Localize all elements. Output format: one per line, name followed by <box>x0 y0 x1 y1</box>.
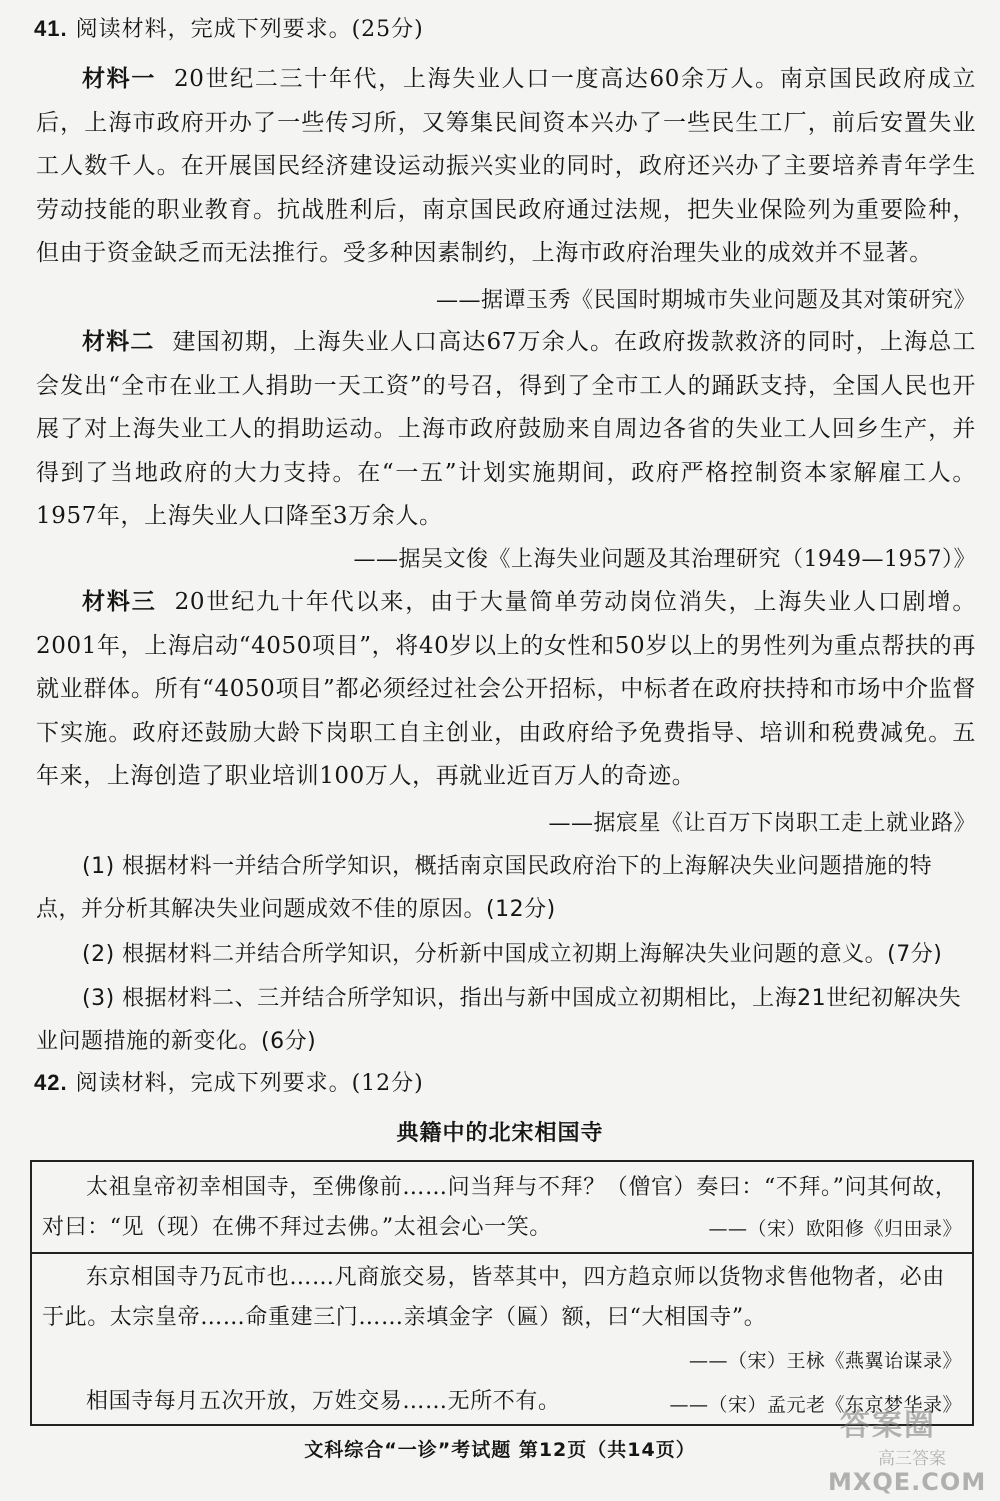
watermark-line-3: MXQE.COM <box>828 1468 987 1496</box>
material-2-label: 材料二 <box>82 328 155 355</box>
watermark-logo <box>822 1398 990 1498</box>
material-1-source: ——据谭玉秀《民国时期城市失业问题及其对策研究》 <box>435 288 976 313</box>
source-entry-3-citation: ——（宋）孟元老《东京梦华录》 <box>669 1394 962 1416</box>
material-1 <box>36 57 976 276</box>
question-42-prompt: 阅读材料，完成下列要求。(12分) <box>75 1071 424 1096</box>
source-entry-1-text: 太祖皇帝初幸相国寺，至佛像前……问当拜与不拜？（僧官）奏曰：“不拜。”问其何故，对曰：“见（现）在佛不拜过去佛。”太祖会心一笑。 <box>42 1175 958 1240</box>
source-table <box>30 1160 974 1426</box>
material-2-source: ——据吴文俊《上海失业问题及其治理研究（1949—1957）》 <box>353 547 976 572</box>
material-3-source: ——据宸星《让百万下岗职工走上就业路》 <box>548 811 976 836</box>
material-1-label: 材料一 <box>82 65 156 92</box>
question-41-title <box>34 12 424 43</box>
question-41-part-3: (3) 根据材料二、三并结合所学知识，指出与新中国成立初期相比，上海21世纪初解决失业问题措施的新变化。(6分) <box>36 986 962 1054</box>
question-41-number: 41. <box>34 16 68 41</box>
material-3-label: 材料三 <box>82 588 157 615</box>
source-entry-1-citation: ——（宋）欧阳修《归田录》 <box>708 1218 962 1240</box>
question-41-prompt: 阅读材料，完成下列要求。(25分) <box>75 17 424 42</box>
question-41-part-2: (2) 根据材料二并结合所学知识，分析新中国成立初期上海解决失业问题的意义。(7分) <box>82 942 943 967</box>
page-footer: 文科综合“一诊”考试题 第12页（共14页） <box>304 1439 696 1461</box>
watermark-line-1: 答案圈 <box>840 1408 936 1443</box>
material-3-text: 20世纪九十年代以来，由于大量简单劳动岗位消失，上海失业人口剧增。2001年，上海启动“4050项目”，将40岁以上的女性和50岁以上的男性列为重点帮扶的再就业群体。所有“4050项目”都必须经过社会公开招标，中标者在政府扶持和市场中介监督下实施。政府还鼓励大龄下岗职工自主创业，由政府给予免费指导、培训和税费减免。五年来，上海创造了职业培训100万人，再就业近百万人的奇迹。 <box>36 589 976 789</box>
question-42-number: 42. <box>34 1070 68 1095</box>
table-divider <box>32 1252 972 1254</box>
material-1-text: 20世纪二三十年代，上海失业人口一度高达60余万人。南京国民政府成立后，上海市政府开办了一些传习所，又筹集民间资本兴办了一些民生工厂，前后安置失业工人数千人。在开展国民经济建设运动振兴实业的同时，政府还兴办了主要培养青年学生劳动技能的职业教育。抗战胜利后，南京国民政府通过法规，把失业保险列为重要险种，但由于资金缺乏而无法推行。受多种因素制约，上海市政府治理失业的成效并不显著。 <box>36 66 976 266</box>
source-entry-2-citation: ——（宋）王栐《燕翼诒谋录》 <box>688 1350 962 1372</box>
source-entry-2-text: 东京相国寺乃瓦市也……凡商旅交易，皆萃其中，四方趋京师以货物求售他物者，必由于此。太宗皇帝……命重建三门……亲填金字（匾）额，曰“大相国寺”。 <box>42 1265 945 1330</box>
question-41-part-1: (1) 根据材料一并结合所学知识，概括南京国民政府治下的上海解决失业问题措施的特点，并分析其解决失业问题成效不佳的原因。(12分) <box>36 854 933 922</box>
material-2 <box>36 320 976 539</box>
material-2-text: 建国初期，上海失业人口高达67万余人。在政府拨款救济的同时，上海总工会发出“全市在业工人捐助一天工资”的号召，得到了全市工人的踊跃支持，全国人民也开展了对上海失业工人的捐助运动。上海市政府鼓励来自周边各省的失业工人回乡生产，并得到了当地政府的大力支持。在“一五”计划实施期间，政府严格控制资本家解雇工人。1957年，上海失业人口降至3万余人。 <box>36 329 976 529</box>
question-42-title <box>34 1066 424 1097</box>
watermark-line-2: 高三答案 <box>878 1449 946 1469</box>
source-entry-3-text: 相国寺每月五次开放，万姓交易……无所不有。 <box>86 1389 561 1414</box>
material-3 <box>36 580 976 799</box>
table-title: 典籍中的北宋相国寺 <box>396 1121 604 1146</box>
